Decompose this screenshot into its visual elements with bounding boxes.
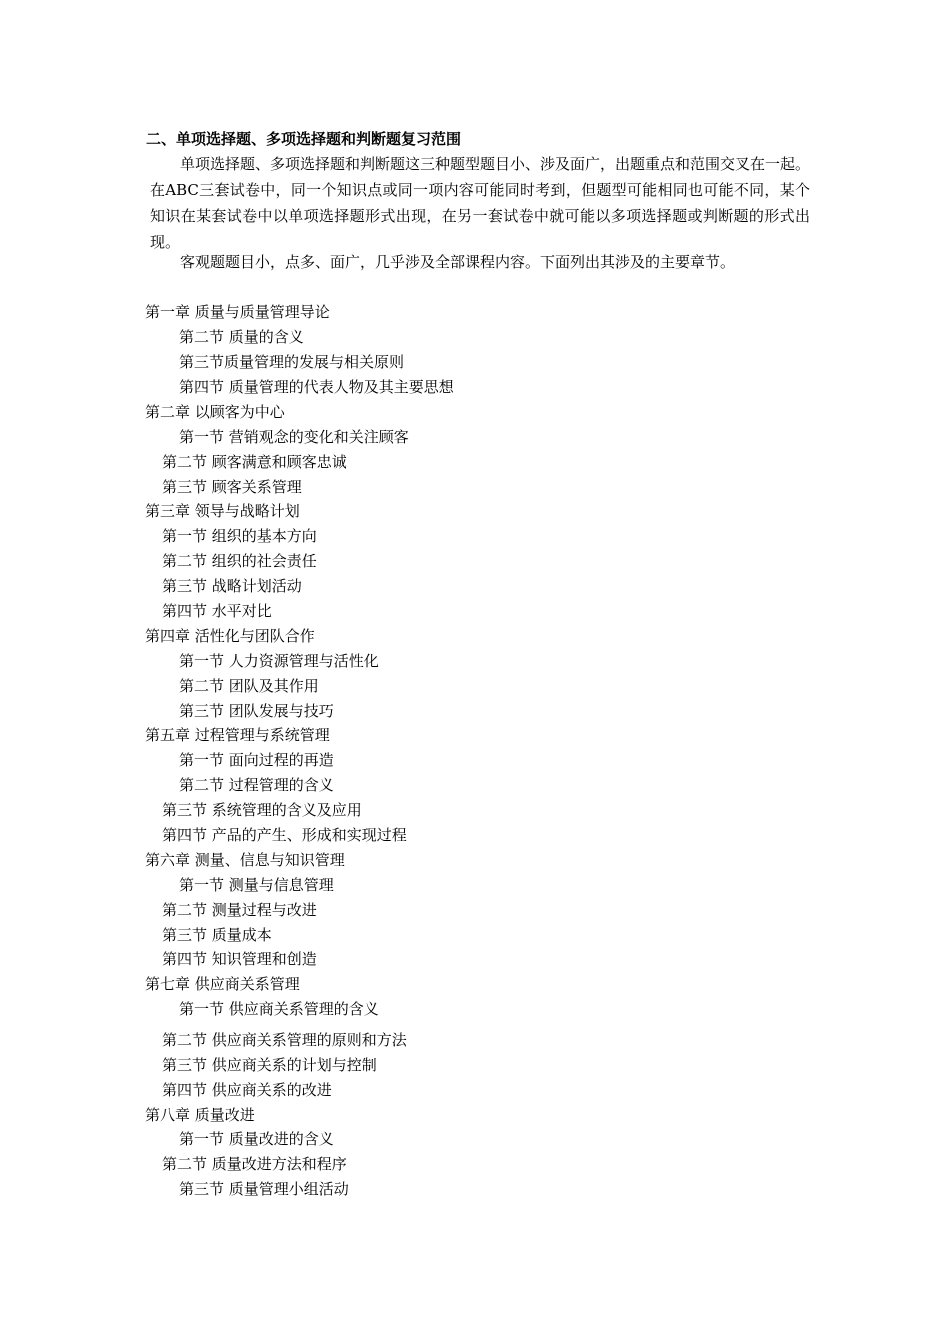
chapter-6-section-4: 第四节 知识管理和创造 (162, 950, 317, 968)
chapter-1-section-3: 第三节质量管理的发展与相关原则 (179, 353, 405, 371)
chapter-1: 第一章 质量与质量管理导论 (145, 303, 330, 321)
chapter-8-section-3: 第三节 质量管理小组活动 (179, 1180, 349, 1198)
chapter-7: 第七章 供应商关系管理 (145, 975, 300, 993)
chapter-5-section-2: 第二节 过程管理的含义 (179, 776, 334, 794)
chapter-6-section-1: 第一节 测量与信息管理 (179, 876, 334, 894)
intro-paragraph: 单项选择题、多项选择题和判断题这三种题型题目小、涉及面广，出题重点和范围交叉在一起。在ABC三套试卷中，同一个知识点或同一项内容可能同时考到，但题型可能相同也可能不同，某个知识在某套试卷中以单项选择题形式出现，在另一套试卷中就可能以多项选择题或判断题的形式出现。 (150, 155, 811, 251)
chapter-5: 第五章 过程管理与系统管理 (145, 726, 330, 744)
chapter-8-section-1: 第一节 质量改进的含义 (179, 1130, 334, 1148)
chapter-2-section-1: 第一节 营销观念的变化和关注顾客 (179, 428, 409, 446)
chapter-3-section-2: 第二节 组织的社会责任 (162, 552, 317, 570)
chapter-1-section-4: 第四节 质量管理的代表人物及其主要思想 (179, 378, 454, 396)
chapter-5-section-1: 第一节 面向过程的再造 (179, 751, 334, 769)
section-heading: 二、单项选择题、多项选择题和判断题复习范围 (146, 130, 462, 148)
chapter-3-section-3: 第三节 战略计划活动 (162, 577, 302, 595)
chapter-2-section-3: 第三节 顾客关系管理 (162, 478, 302, 496)
chapter-6-section-2: 第二节 测量过程与改进 (162, 901, 317, 919)
chapter-7-section-1: 第一节 供应商关系管理的含义 (179, 1000, 379, 1018)
summary-paragraph: 客观题题目小，点多、面广，几乎涉及全部课程内容。下面列出其涉及的主要章节。 (180, 253, 736, 271)
chapter-3: 第三章 领导与战略计划 (145, 502, 300, 520)
chapter-3-section-1: 第一节 组织的基本方向 (162, 527, 317, 545)
chapter-7-section-3: 第三节 供应商关系的计划与控制 (162, 1056, 377, 1074)
chapter-7-section-4: 第四节 供应商关系的改进 (162, 1081, 332, 1099)
chapter-4-section-2: 第二节 团队及其作用 (179, 677, 319, 695)
chapter-5-section-3: 第三节 系统管理的含义及应用 (162, 801, 362, 819)
chapter-4-section-3: 第三节 团队发展与技巧 (179, 702, 334, 720)
chapter-8: 第八章 质量改进 (145, 1106, 255, 1124)
chapter-3-section-4: 第四节 水平对比 (162, 602, 272, 620)
chapter-4: 第四章 活性化与团队合作 (145, 627, 315, 645)
chapter-5-section-4: 第四节 产品的产生、形成和实现过程 (162, 826, 407, 844)
chapter-7-section-2: 第二节 供应商关系管理的原则和方法 (162, 1031, 407, 1049)
chapter-8-section-2: 第二节 质量改进方法和程序 (162, 1155, 347, 1173)
chapter-1-section-2: 第二节 质量的含义 (179, 328, 304, 346)
chapter-6-section-3: 第三节 质量成本 (162, 926, 272, 944)
chapter-2-section-2: 第二节 顾客满意和顾客忠诚 (162, 453, 347, 471)
chapter-4-section-1: 第一节 人力资源管理与活性化 (179, 652, 379, 670)
chapter-2: 第二章 以顾客为中心 (145, 403, 285, 421)
chapter-6: 第六章 测量、信息与知识管理 (145, 851, 345, 869)
